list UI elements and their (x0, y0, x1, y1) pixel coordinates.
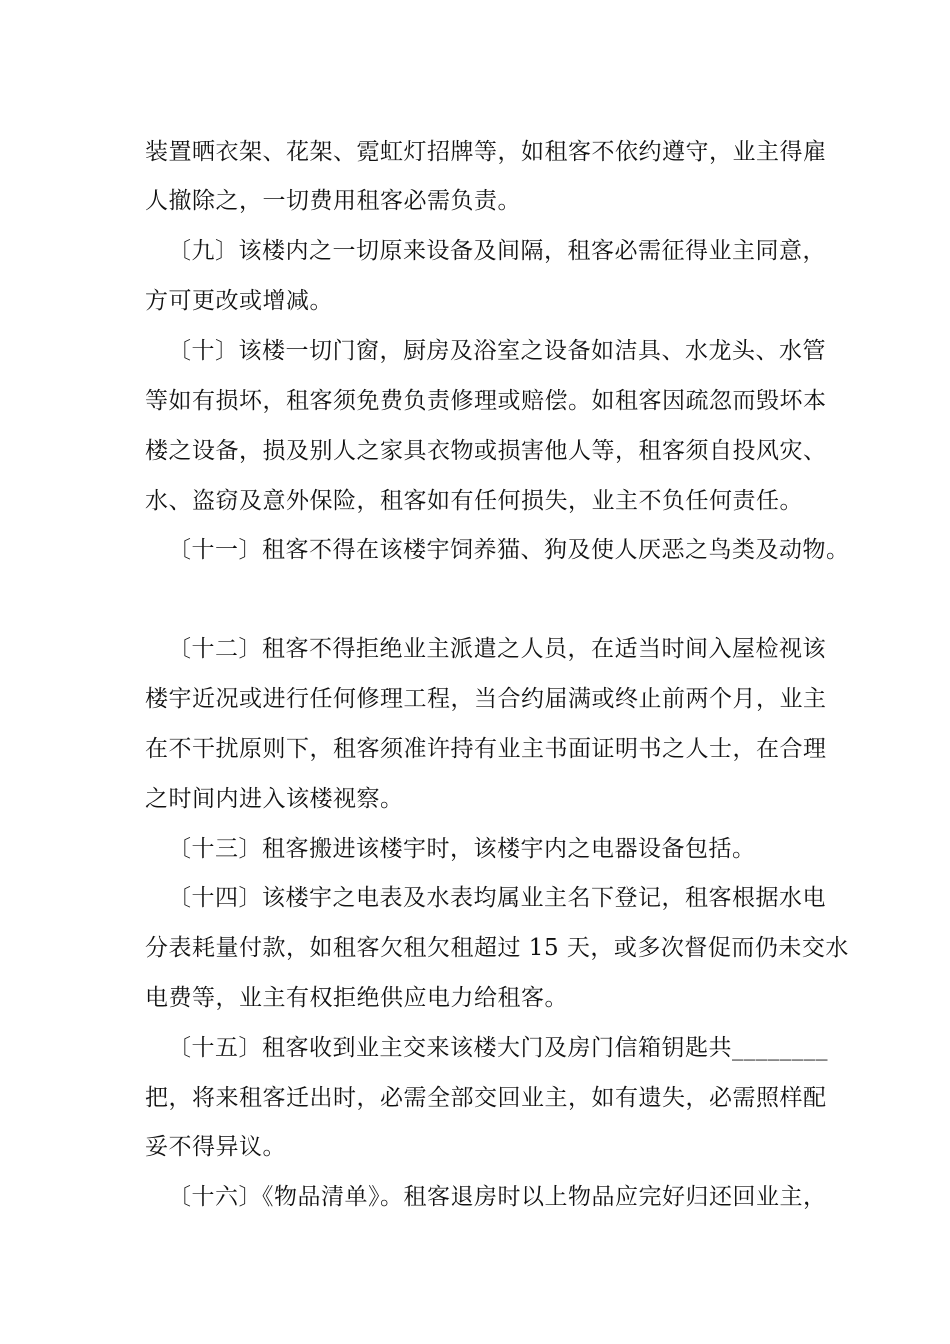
clause-13-line: 〔十三〕租客搬进该楼宇时，该楼宇内之电器设备包括。 (168, 836, 756, 862)
text-line: 分表耗量付款，如租客欠租欠租超过 15 天，或多次督促而仍未交水 (145, 935, 849, 961)
text-line: 装置晒衣架、花架、霓虹灯招牌等，如租客不依约遵守，业主得雇 (145, 139, 827, 165)
text-line: 楼之设备，损及别人之家具衣物或损害他人等，租客须自投风灾、 (145, 438, 827, 464)
text-line: 等如有损坏，租客须免费负责修理或赔偿。如租客因疏忽而毁坏本 (145, 388, 827, 414)
clause-12-line: 〔十二〕租客不得拒绝业主派遣之人员，在适当时间入屋检视该 (168, 636, 826, 662)
text-line: 妥不得异议。 (145, 1134, 286, 1160)
text-line: 之时间内进入该楼视察。 (145, 786, 404, 812)
clause-11-line: 〔十一〕租客不得在该楼宇饲养猫、狗及使人厌恶之鸟类及动物。 (168, 537, 850, 563)
text-line: 方可更改或增减。 (145, 288, 333, 314)
text-line: 人撤除之，一切费用租客必需负责。 (145, 188, 521, 214)
text-line: 把，将来租客迁出时，必需全部交回业主，如有遗失，必需照样配 (145, 1085, 827, 1111)
clause-9-line: 〔九〕该楼内之一切原来设备及间隔，租客必需征得业主同意， (168, 238, 826, 264)
text-line: 在不干扰原则下，租客须准许持有业主书面证明书之人士，在合理 (145, 736, 827, 762)
clause-16-line: 〔十六〕《物品清单》。租客退房时以上物品应完好归还回业主， (168, 1184, 827, 1210)
text-line: 楼宇近况或进行任何修理工程，当合约届满或终止前两个月，业主 (145, 686, 827, 712)
clause-14-line: 〔十四〕该楼宇之电表及水表均属业主名下登记，租客根据水电 (168, 885, 826, 911)
text-line: 电费等，业主有权拒绝供应电力给租客。 (145, 985, 568, 1011)
clause-15-line: 〔十五〕租客收到业主交来该楼大门及房门信箱钥匙共________ (168, 1035, 828, 1061)
clause-10-line: 〔十〕该楼一切门窗，厨房及浴室之设备如洁具、水龙头、水管 (168, 338, 826, 364)
text-line: 水、盗窃及意外保险，租客如有任何损失，业主不负任何责任。 (145, 488, 803, 514)
